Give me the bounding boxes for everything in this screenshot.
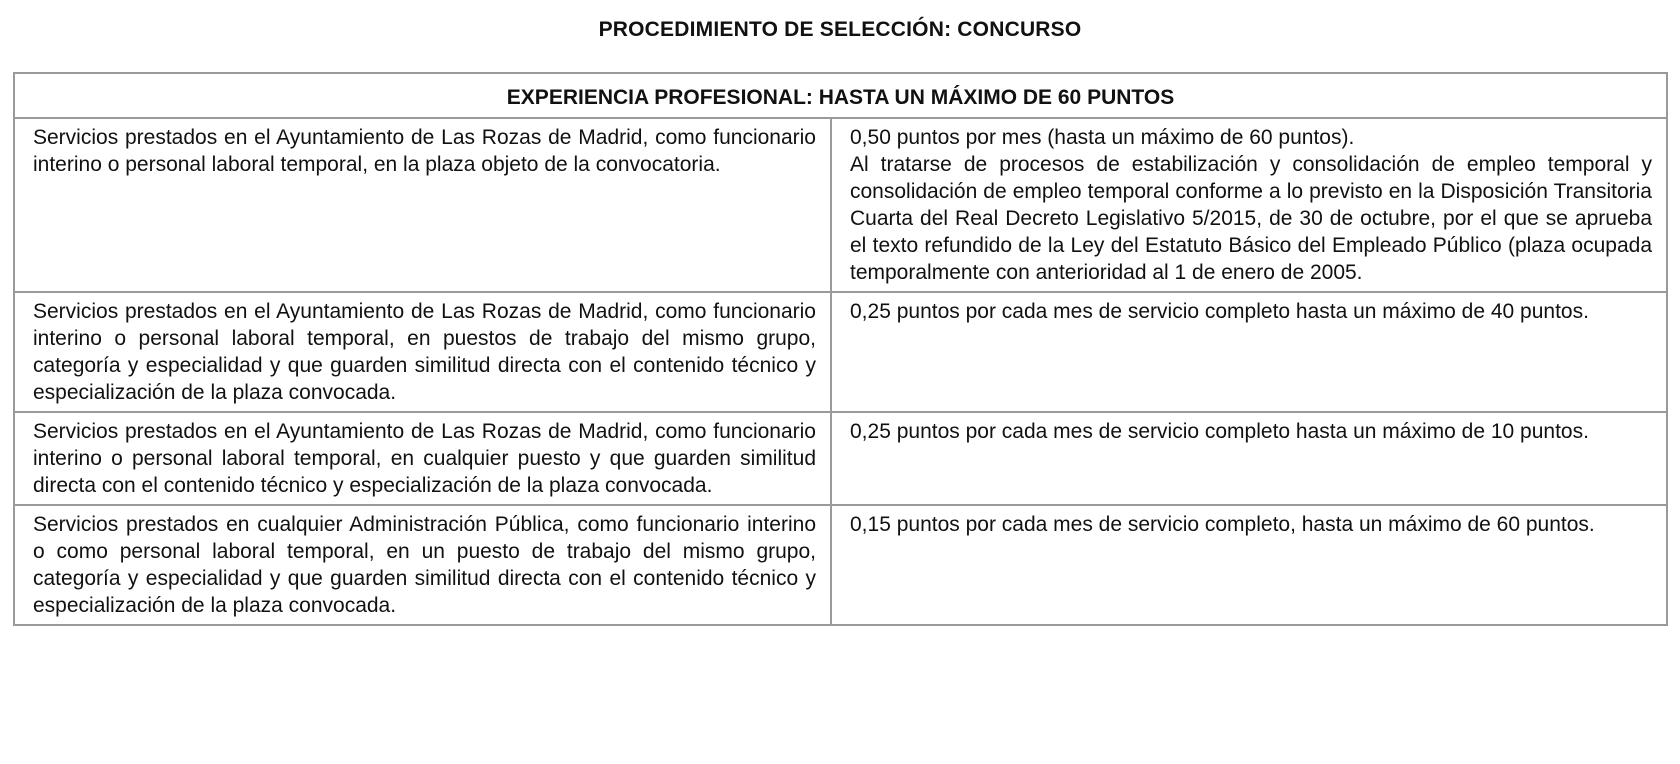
- row-score: 0,50 puntos por mes (hasta un máximo de 60 puntos).: [850, 126, 1355, 149]
- criteria-table: [13, 72, 1668, 626]
- table-row: [14, 292, 1667, 412]
- row-score: 0,15 puntos por cada mes de servicio completo, hasta un máximo de 60 puntos.: [831, 505, 1667, 625]
- row-description: Servicios prestados en el Ayuntamiento de Las Rozas de Madrid, como funcionario interino o personal laboral temporal, en cualquier puesto y que guarden similitud directa con el contenido técnico y especialización de la plaza convocada.: [14, 412, 831, 505]
- row-score: 0,25 puntos por cada mes de servicio completo hasta un máximo de 40 puntos.: [831, 292, 1667, 412]
- table-row: [14, 505, 1667, 625]
- row-description: Servicios prestados en el Ayuntamiento de Las Rozas de Madrid, como funcionario interino o personal laboral temporal, en la plaza objeto de la convocatoria.: [14, 118, 831, 292]
- row-score-note: Al tratarse de procesos de estabilización y consolidación de empleo temporal y consolidación de empleo temporal conforme a lo previsto en la Disposición Transitoria Cuarta del Real Decreto Legislativo 5/2015, de 30 de octubre, por el que se aprueba el texto refundido de la Ley del Estatuto Básico del Empleado Público (plaza ocupada temporalmente con anterioridad al 1 de enero de 2005.: [850, 153, 1652, 284]
- page-title: PROCEDIMIENTO DE SELECCIÓN: CONCURSO: [598, 18, 1082, 41]
- table-header: EXPERIENCIA PROFESIONAL: HASTA UN MÁXIMO DE 60 PUNTOS: [14, 73, 1667, 118]
- row-description: Servicios prestados en cualquier Administración Pública, como funcionario interino o como personal laboral temporal, en un puesto de trabajo del mismo grupo, categoría y especialidad y que guarden similitud directa con el contenido técnico y especialización de la plaza convocada.: [14, 505, 831, 625]
- table-row: [14, 412, 1667, 505]
- table-row: [14, 118, 1667, 292]
- row-description: Servicios prestados en el Ayuntamiento de Las Rozas de Madrid, como funcionario interino o personal laboral temporal, en puestos de trabajo del mismo grupo, categoría y especialidad y que guarden similitud directa con el contenido técnico y especialización de la plaza convocada.: [14, 292, 831, 412]
- row-score-cell: [831, 118, 1667, 292]
- row-score: 0,25 puntos por cada mes de servicio completo hasta un máximo de 10 puntos.: [831, 412, 1667, 505]
- table-header-row: [14, 73, 1667, 118]
